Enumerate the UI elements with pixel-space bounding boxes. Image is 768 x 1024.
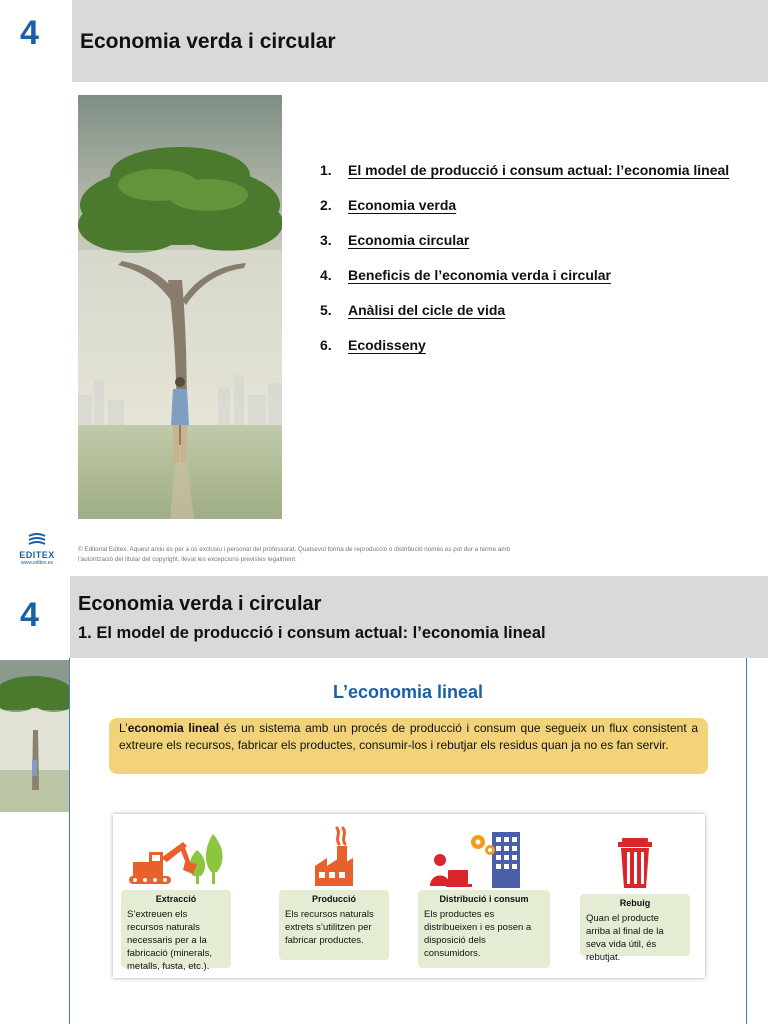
toc-link[interactable]: Beneficis de l’economia verda i circular <box>348 267 611 283</box>
toc-link[interactable]: Anàlisi del cicle de vida <box>348 302 506 318</box>
toc-item[interactable]: 4. Beneficis de l’economia verda i circular <box>320 260 730 291</box>
factory-icon <box>279 822 389 890</box>
section-title: L’economia lineal <box>332 682 484 702</box>
chapter-number: 4 <box>20 596 39 634</box>
slide-title: Economia verda i circular <box>78 593 322 615</box>
definition-box: L’economia lineal és un sistema amb un procés de producció i consum que segueix un flux consistent a extreure els recursos, fabricar els productes, consumir-los i rebutjar els residus quan ja no es fan servir. <box>109 718 708 774</box>
toc-item[interactable]: 5. Anàlisi del cicle de vida <box>320 295 730 326</box>
editex-logo-mark-icon <box>26 533 48 545</box>
cover-photo <box>78 95 282 519</box>
definition-term: economia lineal <box>127 721 220 735</box>
chapter-number: 4 <box>20 14 39 52</box>
stage-card <box>580 894 690 963</box>
toc-item[interactable]: 6. Ecodisseny <box>320 330 730 361</box>
toc-link[interactable]: Economia verda <box>348 197 457 213</box>
stage-description: Els recursos naturals extrets s’utilitzen per fabricar productes. <box>285 909 374 946</box>
toc-link[interactable]: Ecodisseny <box>348 337 426 353</box>
table-of-contents <box>320 155 730 365</box>
tree-thumbnail <box>0 660 69 812</box>
editex-logo: EDITEX www.editex.es <box>12 532 62 566</box>
slide-title: Economia verda i circular <box>80 30 336 53</box>
toc-item[interactable]: 2. Economia verda <box>320 190 730 221</box>
stage-description: Quan el producte arriba al final de la seva vida útil, és rebutjat. <box>586 913 664 963</box>
stage-card <box>418 890 550 968</box>
stage-card <box>121 890 231 972</box>
toc-link[interactable]: Economia circular <box>348 232 470 248</box>
stage-card <box>279 890 389 960</box>
trash-bin-icon <box>580 834 690 890</box>
stage-description: Els productes es distribueixen i es posen a disposició dels consumidors. <box>424 909 532 959</box>
copyright-notice: © Editorial Editex. Aquest arxiu és per a ús exclusiu i personal del professorat. Qualsevol forma de reproducció o distribució només es pot dur a terme amb l’autorització del titular del copyright, llevat les excepcions previstes legalment. <box>78 546 510 563</box>
toc-item[interactable]: 1. El model de producció i consum actual: l’economia lineal <box>320 155 730 186</box>
stage-title: Distribució i consum <box>439 894 529 904</box>
toc-link[interactable]: El model de producció i consum actual: l’economia lineal <box>348 162 730 178</box>
stage-description: S’extreuen els recursos naturals necessaris per a la fabricació (minerals, metalls, fusta, etc.). <box>127 909 212 972</box>
toc-item[interactable]: 3. Economia circular <box>320 225 730 256</box>
stage-title: Producció <box>311 894 356 904</box>
stage-title: Extracció <box>155 894 197 904</box>
slide-linear-economy <box>0 576 768 1024</box>
frame-line-right <box>746 658 747 1024</box>
excavator-icon <box>121 828 231 890</box>
header-bar <box>70 576 768 658</box>
distribution-icon <box>418 828 528 890</box>
linear-economy-diagram <box>113 814 705 978</box>
stage-title: Rebuig <box>619 898 651 908</box>
slide-subtitle: 1. El model de producció i consum actual: l’economia lineal <box>78 624 546 642</box>
frame-line-left <box>69 658 70 1024</box>
